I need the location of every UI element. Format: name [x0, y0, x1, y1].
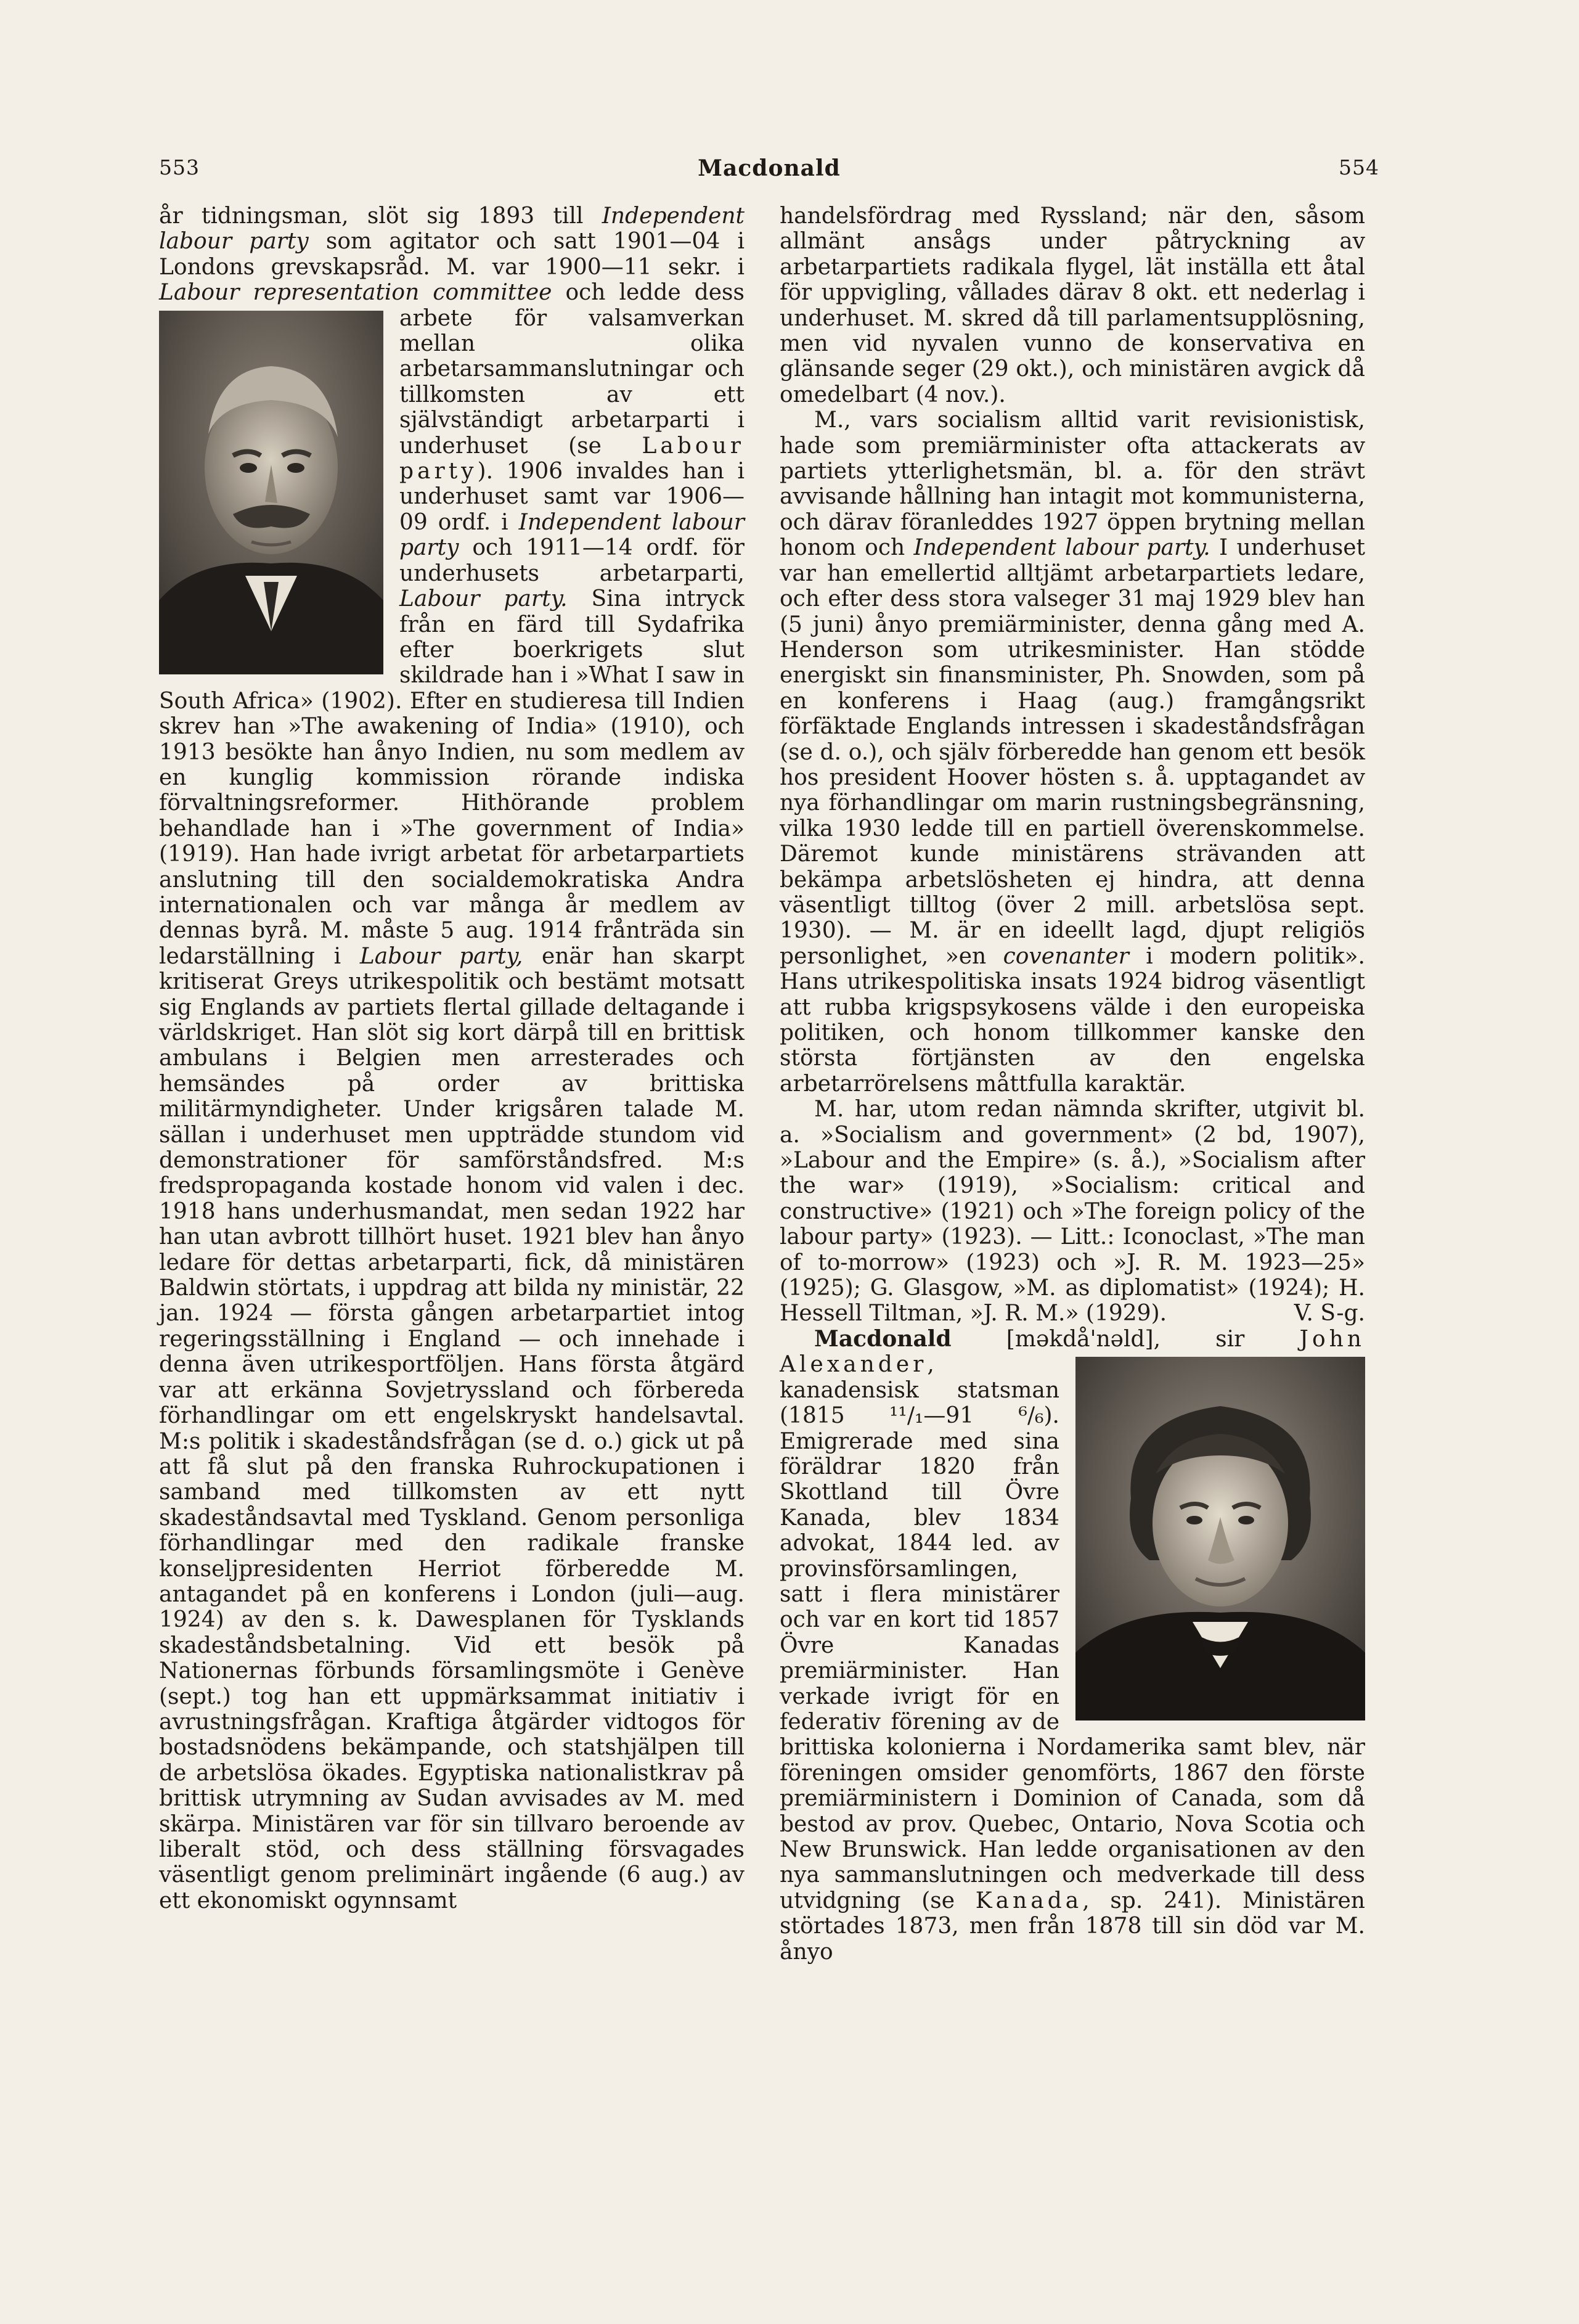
paragraph: handelsfördrag med Ryssland; när den, såsom allmänt ansågs under påtryckning av arbetarpartiets radikala flygel, lät inställa ett åtal för uppvigling, vållades därav 8 okt. ett nederlag i underhuset. M. skred då till parlamentsupplösning, men vid nyvalen vunno de konservativa en glänsande seger (29 okt.), och ministären avgick då omedelbart (4 nov.). [780, 203, 1365, 407]
right-column [780, 203, 1365, 1965]
portrait-john-alexander-macdonald [1075, 1357, 1365, 1720]
paragraph: år tidningsman, slöt sig 1893 till Independent labour party som agitator och satt 1901—04 i Londons grevskapsråd. M. var 1900—11 sekr. i Labour representation committee och ledde dess arbete för valsamverkan mellan olika arbetarsammanslutningar och tillkomsten av ett självständigt arbetarparti i underhuset (se Labour party). 1906 invaldes han i underhuset samt var 1906—09 ordf. i Independent labour party och 1911—14 ordf. för underhusets arbetarparti, Labour party. Sina intryck från en färd till Sydafrika efter boerkrigets slut skildrade han i »What I saw in South Africa» (1902). Efter en studieresa till Indien skrev han »The awakening of India» (1910), och 1913 besökte han ånyo Indien, nu som medlem av en kunglig kommission rörande indiska förvaltningsreformer. Hithörande problem behandlade han i »The government of India» (1919). Han hade ivrigt arbetat för arbetarpartiets anslutning till den socialdemokratiska Andra internationalen och var många år medlem av dennas byrå. M. måste 5 aug. 1914 frånträda sin ledarställning i Labour party, enär han skarpt kritiserat Greys utrikespolitik och bestämt motsatt sig Englands av partiets flertal gillade deltagande i världskriget. Han slöt sig kort därpå till en brittisk ambulans i Belgien men arresterades och hemsändes på order av brittiska militärmyndigheter. Under krigsåren talade M. sällan i underhuset men uppträdde stundom vid demonstrationer för samförståndsfred. M:s fredspropaganda kostade honom vid valen i dec. 1918 hans underhusmandat, men sedan 1922 har han utan avbrott tillhört huset. 1921 blev han ånyo ledare för dettas arbetarparti, fick, då ministären Baldwin störtats, i uppdrag att bilda ny ministär, 22 jan. 1924 — första gången arbetarpartiet intog regeringsställning i England — och innehade i denna även utrikesportföljen. Hans första åtgärd var att erkänna Sovjetryssland och förbereda förhandlingar om ett engelskryskt handelsavtal. M:s politik i skadeståndsfrågan (se d. o.) gick ut på att få slut på den franska Ruhrockupationen i samband med tillkomsten av ett nytt skadeståndsavtal med Tyskland. Genom personliga förhandlingar med den radikale franske konseljpresidenten Herriot förberedde M. antagandet på en konferens i London (juli—aug. 1924) av den s. k. Dawesplanen för Tysklands skadeståndsbetalning. Vid ett besök på Nationernas förbunds församlingsmöte i Genève (sept.) tog han ett uppmärksammat initiativ i avrustningsfrågan. Kraftiga åtgärder vidtogos för bostadsnödens bekämpande, och statshjälpen till de arbetslösa ökades. Egyptiska nationalistkrav på brittisk utrymning av Sudan avvisades av M. med skärpa. Ministären var för sin tillvaro beroende av liberalt stöd, och dess ställning försvagades väsentligt genom preliminärt ingående (6 aug.) av ett ekonomiskt ogynnsamt [159, 203, 745, 1913]
page-number-right: 554 [1339, 155, 1379, 179]
portrait-ramsay-macdonald [159, 311, 383, 674]
paragraph: M. har, utom redan nämnda skrifter, utgivit bl. a. »Socialism and government» (2 bd, 1907), »Labour and the Empire» (s. å.), »Socialism after the war» (1919), »Socialism: critical and constructive» (1921) och »The foreign policy of the labour party» (1923). — Litt.: Iconoclast, »The man of to-morrow» (1923) och »J. R. M. 1923—25» (1925); G. Glasgow, »M. as diplomatist» (1924); H. Hessell Tiltman, »J. R. M.» (1929). V. S-g. [780, 1097, 1365, 1327]
running-title: Macdonald [698, 155, 841, 181]
page-header [159, 155, 1379, 192]
page-number-left: 553 [159, 155, 200, 179]
paragraph: M., vars socialism alltid varit revisionistisk, hade som premiärminister ofta attackerats av partiets ytterlighetsmän, bl. a. för den strävt avvisande hållning han intagit mot kommunisterna, och därav föranleddes 1927 öppen brytning mellan honom och Independent labour party. I underhuset var han emellertid alltjämt arbetarpartiets ledare, och efter dess stora valseger 31 maj 1929 blev han (5 juni) ånyo premiärminister, denna gång med A. Henderson som utrikesminister. Han stödde energiskt sin finansminister, Ph. Snowden, som på en konferens i Haag (aug.) framgångsrikt förfäktade Englands intressen i skadeståndsfrågan (se d. o.), och själv förberedde han genom ett besök hos president Hoover hösten s. å. upptagandet av nya förhandlingar om marin rustningsbegränsning, vilka 1930 ledde till en partiell överenskommelse. Däremot kunde ministärens strävanden att bekämpa arbetslösheten ej hindra, att denna väsentligt tilltog (över 2 mill. arbetslösa sept. 1930). — M. är en ideellt lagd, djupt religiös personlighet, »en covenanter i modern politik». Hans utrikespolitiska insats 1924 bidrog väsentligt att rubba krigspsykosens välde i den europeiska politiken, och honom tillkommer kanske den största förtjänsten av den engelska arbetarrörelsens måttfulla karaktär. [780, 407, 1366, 1097]
left-column [159, 203, 745, 1913]
author-signature: V. S-g. [1294, 1301, 1365, 1327]
entry-macdonald-john-alexander: Macdonald [məkdå'nəld], sir John Alexander , kanadensisk statsman (1815 ¹¹/₁—91 ⁶/₆). Emigrerade med sina föräldrar 1820 från Skottland till Övre Kanada, blev 1834 advokat, 1844 led. av provinsförsamlingen, satt i flera ministärer och var en kort tid 1857 Övre Kanadas premiärminister. Han verkade ivrigt för en federativ förening av de brittiska kolonierna i Nordamerika samt blev, när föreningen omsider genomförts, 1867 den förste premiärministern i Dominion of Canada, som då bestod av prov. Quebec, Ontario, Nova Scotia och New Brunswick. Han ledde organisationen av den nya sammanslutningen och medverkade till dess utvidgning (se Kanada, sp. 241). Ministären störtades 1873, men från 1878 till sin död var M. ånyo [780, 1325, 1365, 1965]
entry-headword: Macdonald [814, 1325, 952, 1352]
